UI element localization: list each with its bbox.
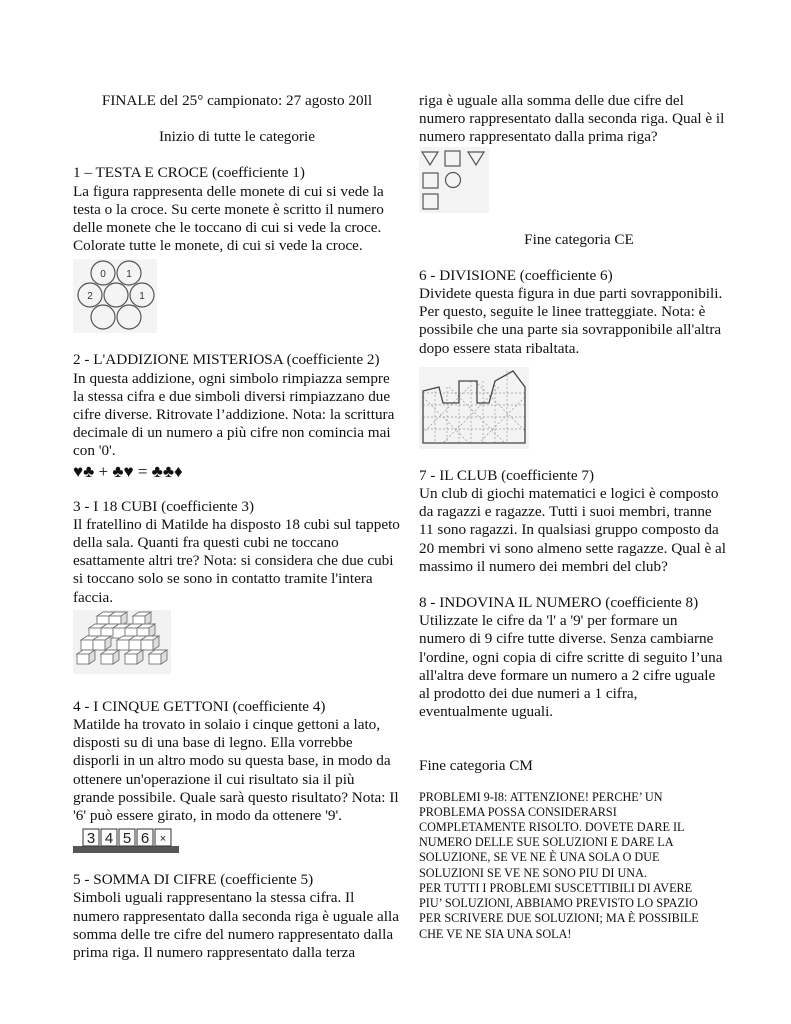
problem-4-line: '6' può essere girato, in modo da ottenere '9'. xyxy=(73,807,343,825)
end-category-ce: Fine categoria CE xyxy=(524,230,634,248)
problem-3-line: faccia. xyxy=(73,588,114,606)
problem-6-line: possibile che una parte sia sovrapponibile all'altra xyxy=(419,321,722,339)
problem-6-line: Per questo, seguite le linee tratteggiate. Nota: è xyxy=(419,303,706,321)
problem-2-title: 2 - L'ADDIZIONE MISTERIOSA (coefficiente 2) xyxy=(73,351,380,369)
problem-4-line: disposti su di una base di legno. Ella vorrebbe xyxy=(73,734,353,752)
problem-2-line: cifre diverse. Ritrovate l’addizione. Nota: la scrittura xyxy=(73,406,395,424)
notice-line: COMPLETAMENTE RISOLTO. DOVETE DARE IL xyxy=(419,820,685,835)
tokens-figure xyxy=(73,827,401,853)
token-label: 3 xyxy=(86,830,96,848)
symbols-svg xyxy=(419,147,489,213)
notice-line: PER SCRIVERE DUE SOLUZIONI; MA È POSSIBILE xyxy=(419,911,699,926)
notice-line: SOLUZIONI SE VE NE SONO PIU DI UNA. xyxy=(419,865,647,880)
problem-6-line: dopo essere stata ribaltata. xyxy=(419,339,580,357)
notice-line: PROBLEMA POSSA CONSIDERARSI xyxy=(419,804,617,819)
problem-1-line: La figura rappresenta delle monete di cui si vede la xyxy=(73,182,384,200)
notice-line: PER TUTTI I PROBLEMI SUSCETTIBILI DI AVERE xyxy=(419,880,693,895)
problem-5-line: numero rappresentato dalla seconda riga è uguale alla xyxy=(73,907,399,925)
coins-svg xyxy=(73,259,157,333)
end-category-cm: Fine categoria CM xyxy=(419,757,533,775)
notice-block xyxy=(419,790,739,942)
division-svg xyxy=(419,367,529,449)
problem-5-continuation: numero rappresentato dalla prima riga? xyxy=(419,128,658,146)
problem-5-line: prima riga. Il numero rappresentato dalla terza xyxy=(73,944,356,962)
problem-4-line: ottenere un'operazione il cui risultato sia il più xyxy=(73,770,355,788)
problem-1-line: testa o la croce. Su certe monete è scritto il numero xyxy=(73,200,384,218)
problem-6-title: 6 - DIVISIONE (coefficiente 6) xyxy=(419,266,613,284)
problem-8-line: all'altra deve formare un numero a 2 cifre uguale xyxy=(419,666,716,684)
problem-4-line: Matilde ha trovato in solaio i cinque gettoni a lato, xyxy=(73,716,381,734)
problem-3-line: si toccano solo se sono in contatto tramite l'intera xyxy=(73,570,373,588)
coin-label: 1 xyxy=(139,291,145,303)
notice-line: NUMERO DELLE SUE SOLUZIONI E DARE LA xyxy=(419,835,674,850)
problem-5-line: somma delle tre cifre del numero rappresentato dalla xyxy=(73,925,394,943)
problem-8-title: 8 - INDOVINA IL NUMERO (coefficiente 8) xyxy=(419,594,699,612)
page-subtitle: Inizio di tutte le categorie xyxy=(158,128,316,146)
problem-3-line: della sala. Quanti fra questi cubi ne toccano xyxy=(73,534,339,552)
problem-3-line: Il fratellino di Matilde ha disposto 18 cubi sul tappeto xyxy=(73,515,400,533)
coin-label: 0 xyxy=(100,269,106,281)
coin-label: 2 xyxy=(87,291,93,303)
left-column xyxy=(73,92,401,962)
problem-2-line: con '0'. xyxy=(73,442,116,460)
problem-7-line: da ragazzi e ragazze. Tutti i suoi membri, tranne xyxy=(419,503,712,521)
problem-4-line: grande possibile. Quale sarà questo risultato? Nota: Il xyxy=(73,788,399,806)
problem-1-line: Colorate tutte le monete, di cui si vede la croce. xyxy=(73,237,363,255)
notice-line: SOLUZIONE, SE VE NE È UNA SOLA O DUE xyxy=(419,850,660,865)
problem-1-line: delle monete che le toccano di cui si vede la croce. xyxy=(73,219,382,237)
notice-line: PROBLEMI 9-I8: ATTENZIONE! PERCHE’ UN xyxy=(419,789,663,804)
problem-3-line: esattamente altri tre? Nota: si considera che due cubi xyxy=(73,552,394,570)
problem-1-title: 1 – TESTA E CROCE (coefficiente 1) xyxy=(73,164,305,182)
problem-2-line: decimale di un numero a più cifre non comincia mai xyxy=(73,424,391,442)
problem-3-title: 3 - I 18 CUBI (coefficiente 3) xyxy=(73,497,255,515)
page-title: FINALE del 25° campionato: 27 agosto 20ll xyxy=(101,92,373,109)
notice-line: CHE VE NE SIA UNA SOLA! xyxy=(419,926,572,941)
problem-8-line: eventualmente uguali. xyxy=(419,703,554,721)
problem-5-line: Simboli uguali rappresentano la stessa cifra. Il xyxy=(73,889,355,907)
token-label: × xyxy=(159,833,167,846)
token-label: 5 xyxy=(122,830,132,848)
problem-8-line: numero di 9 cifre tutte diverse. Senza cambiarne xyxy=(419,630,714,648)
coins-figure xyxy=(73,259,401,333)
token-label: 6 xyxy=(140,830,150,848)
problem-4-line: disporli in un altro modo su questa base, in modo da xyxy=(73,752,391,770)
problem-4-title: 4 - I CINQUE GETTONI (coefficiente 4) xyxy=(73,697,326,715)
tokens-svg xyxy=(73,827,179,853)
problem-7-line: Un club di giochi matematici e logici è composto xyxy=(419,485,719,503)
division-figure xyxy=(419,367,739,449)
problem-5-continuation: riga è uguale alla somma delle due cifre del xyxy=(419,92,684,109)
problem-7-line: massimo il numero dei membri del club? xyxy=(419,557,668,575)
right-column xyxy=(419,92,739,942)
addition-equation: ♥♣ + ♣♥ = ♣♣♦ xyxy=(73,461,183,481)
problem-5-continuation: numero rappresentato dalla seconda riga. Qual è il xyxy=(419,110,725,128)
symbols-figure xyxy=(419,147,739,213)
problem-2-line: la stessa cifra e due simboli diversi rimpiazzano due xyxy=(73,387,391,405)
notice-line: PIU’ SOLUZIONI, ABBIAMO PREVISTO LO SPAZIO xyxy=(419,896,698,911)
problem-8-line: Utilizzate le cifre da 'l' a '9' per formare un xyxy=(419,612,678,630)
problem-6-line: Dividete questa figura in due parti sovrapponibili. xyxy=(419,285,723,303)
problem-7-title: 7 - IL CLUB (coefficiente 7) xyxy=(419,466,595,484)
problem-2-line: In questa addizione, ogni simbolo rimpiazza sempre xyxy=(73,369,390,387)
problem-7-line: 20 membri vi sono almeno sette ragazze. Qual è al xyxy=(419,539,727,557)
coin-label: 1 xyxy=(126,269,132,281)
problem-8-line: al prodotto dei due numeri a 1 cifra, xyxy=(419,685,638,703)
cubes-svg xyxy=(73,610,171,674)
problem-8-line: l'ordine, ogni copia di cifre scritte di seguito l’una xyxy=(419,648,723,666)
token-label: 4 xyxy=(104,830,114,848)
problem-7-line: 11 sono ragazzi. In qualsiasi gruppo composto da xyxy=(419,521,719,539)
cubes-figure xyxy=(73,610,401,674)
problem-5-title: 5 - SOMMA DI CIFRE (coefficiente 5) xyxy=(73,871,314,889)
